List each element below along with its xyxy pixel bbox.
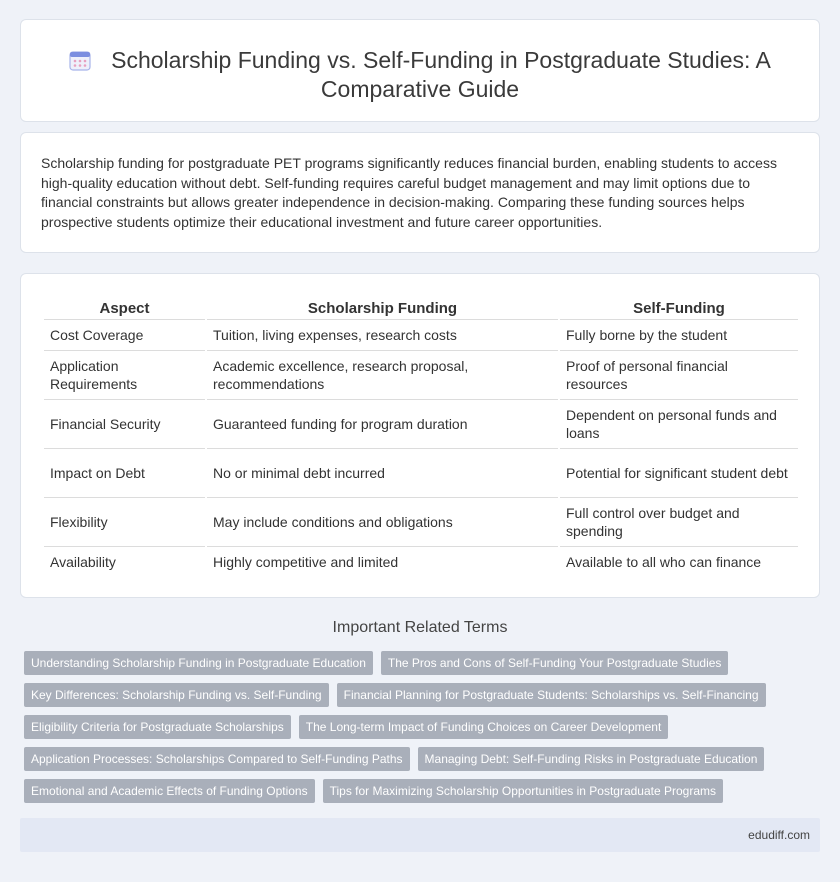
table-cell: Tuition, living expenses, research costs — [207, 319, 558, 350]
related-term-link[interactable]: The Pros and Cons of Self-Funding Your Postgraduate Studies — [381, 651, 729, 675]
table-cell: Guaranteed funding for program duration — [207, 399, 558, 448]
footer-site-name[interactable]: edudiff.com — [748, 828, 810, 842]
table-cell: Application Requirements — [44, 350, 205, 399]
header-self-funding: Self-Funding — [633, 300, 725, 317]
intro-card — [20, 132, 820, 253]
related-term-link[interactable]: Financial Planning for Postgraduate Students: Scholarships vs. Self-Financing — [337, 683, 766, 707]
related-term-link[interactable]: Eligibility Criteria for Postgraduate Scholarships — [24, 715, 291, 739]
table-cell: Flexibility — [44, 497, 205, 546]
related-term-link[interactable]: Tips for Maximizing Scholarship Opportunities in Postgraduate Programs — [323, 779, 723, 803]
title-card — [20, 19, 820, 122]
table-cell: Availability — [44, 546, 205, 577]
related-terms-heading: Important Related Terms — [332, 619, 508, 636]
related-term-link[interactable]: The Long-term Impact of Funding Choices on Career Development — [299, 715, 669, 739]
table-row — [44, 497, 798, 546]
table-cell: Potential for significant student debt — [560, 448, 798, 497]
table-cell: Dependent on personal funds and loans — [560, 399, 798, 448]
table-cell: Fully borne by the student — [560, 319, 798, 350]
table-cell: Available to all who can finance — [560, 546, 798, 577]
table-cell: Financial Security — [44, 399, 205, 448]
page-title-wrap — [21, 46, 819, 104]
table-row — [44, 546, 798, 577]
table-cell: No or minimal debt incurred — [207, 448, 558, 497]
table-row — [44, 448, 798, 497]
footer — [20, 818, 820, 852]
table-header-row — [44, 295, 798, 319]
table-cell: Full control over budget and spending — [560, 497, 798, 546]
related-term-link[interactable]: Key Differences: Scholarship Funding vs. Self-Funding — [24, 683, 329, 707]
table-cell: May include conditions and obligations — [207, 497, 558, 546]
related-term-link[interactable]: Managing Debt: Self-Funding Risks in Postgraduate Education — [418, 747, 765, 771]
table-row — [44, 319, 798, 350]
comparison-card — [20, 273, 820, 598]
header-aspect: Aspect — [99, 300, 150, 317]
table-cell: Highly competitive and limited — [207, 546, 558, 577]
related-term-link[interactable]: Understanding Scholarship Funding in Postgraduate Education — [24, 651, 373, 675]
table-row — [44, 350, 798, 399]
table-cell: Academic excellence, research proposal, recommendations — [207, 350, 558, 399]
table-cell: Impact on Debt — [44, 448, 205, 497]
related-terms-list — [24, 651, 804, 803]
table-cell: Proof of personal financial resources — [560, 350, 798, 399]
related-term-link[interactable]: Application Processes: Scholarships Compared to Self-Funding Paths — [24, 747, 410, 771]
calendar-icon — [69, 49, 91, 71]
page-title: Scholarship Funding vs. Self-Funding in Postgraduate Studies: A Comparative Guide — [111, 47, 771, 102]
intro-paragraph: Scholarship funding for postgraduate PET programs significantly reduces financial burden, enabling students to access high-quality education without debt. Self-funding requires careful budget management and may limit options due to financial constraints but allows greater independence in decision-making. Comparing these funding sources helps prospective students optimize their educational investment and future career opportunities. — [41, 155, 777, 230]
comparison-table — [42, 295, 800, 577]
table-cell: Cost Coverage — [44, 319, 205, 350]
header-scholarship: Scholarship Funding — [307, 300, 458, 317]
related-term-link[interactable]: Emotional and Academic Effects of Funding Options — [24, 779, 315, 803]
table-row — [44, 399, 798, 448]
